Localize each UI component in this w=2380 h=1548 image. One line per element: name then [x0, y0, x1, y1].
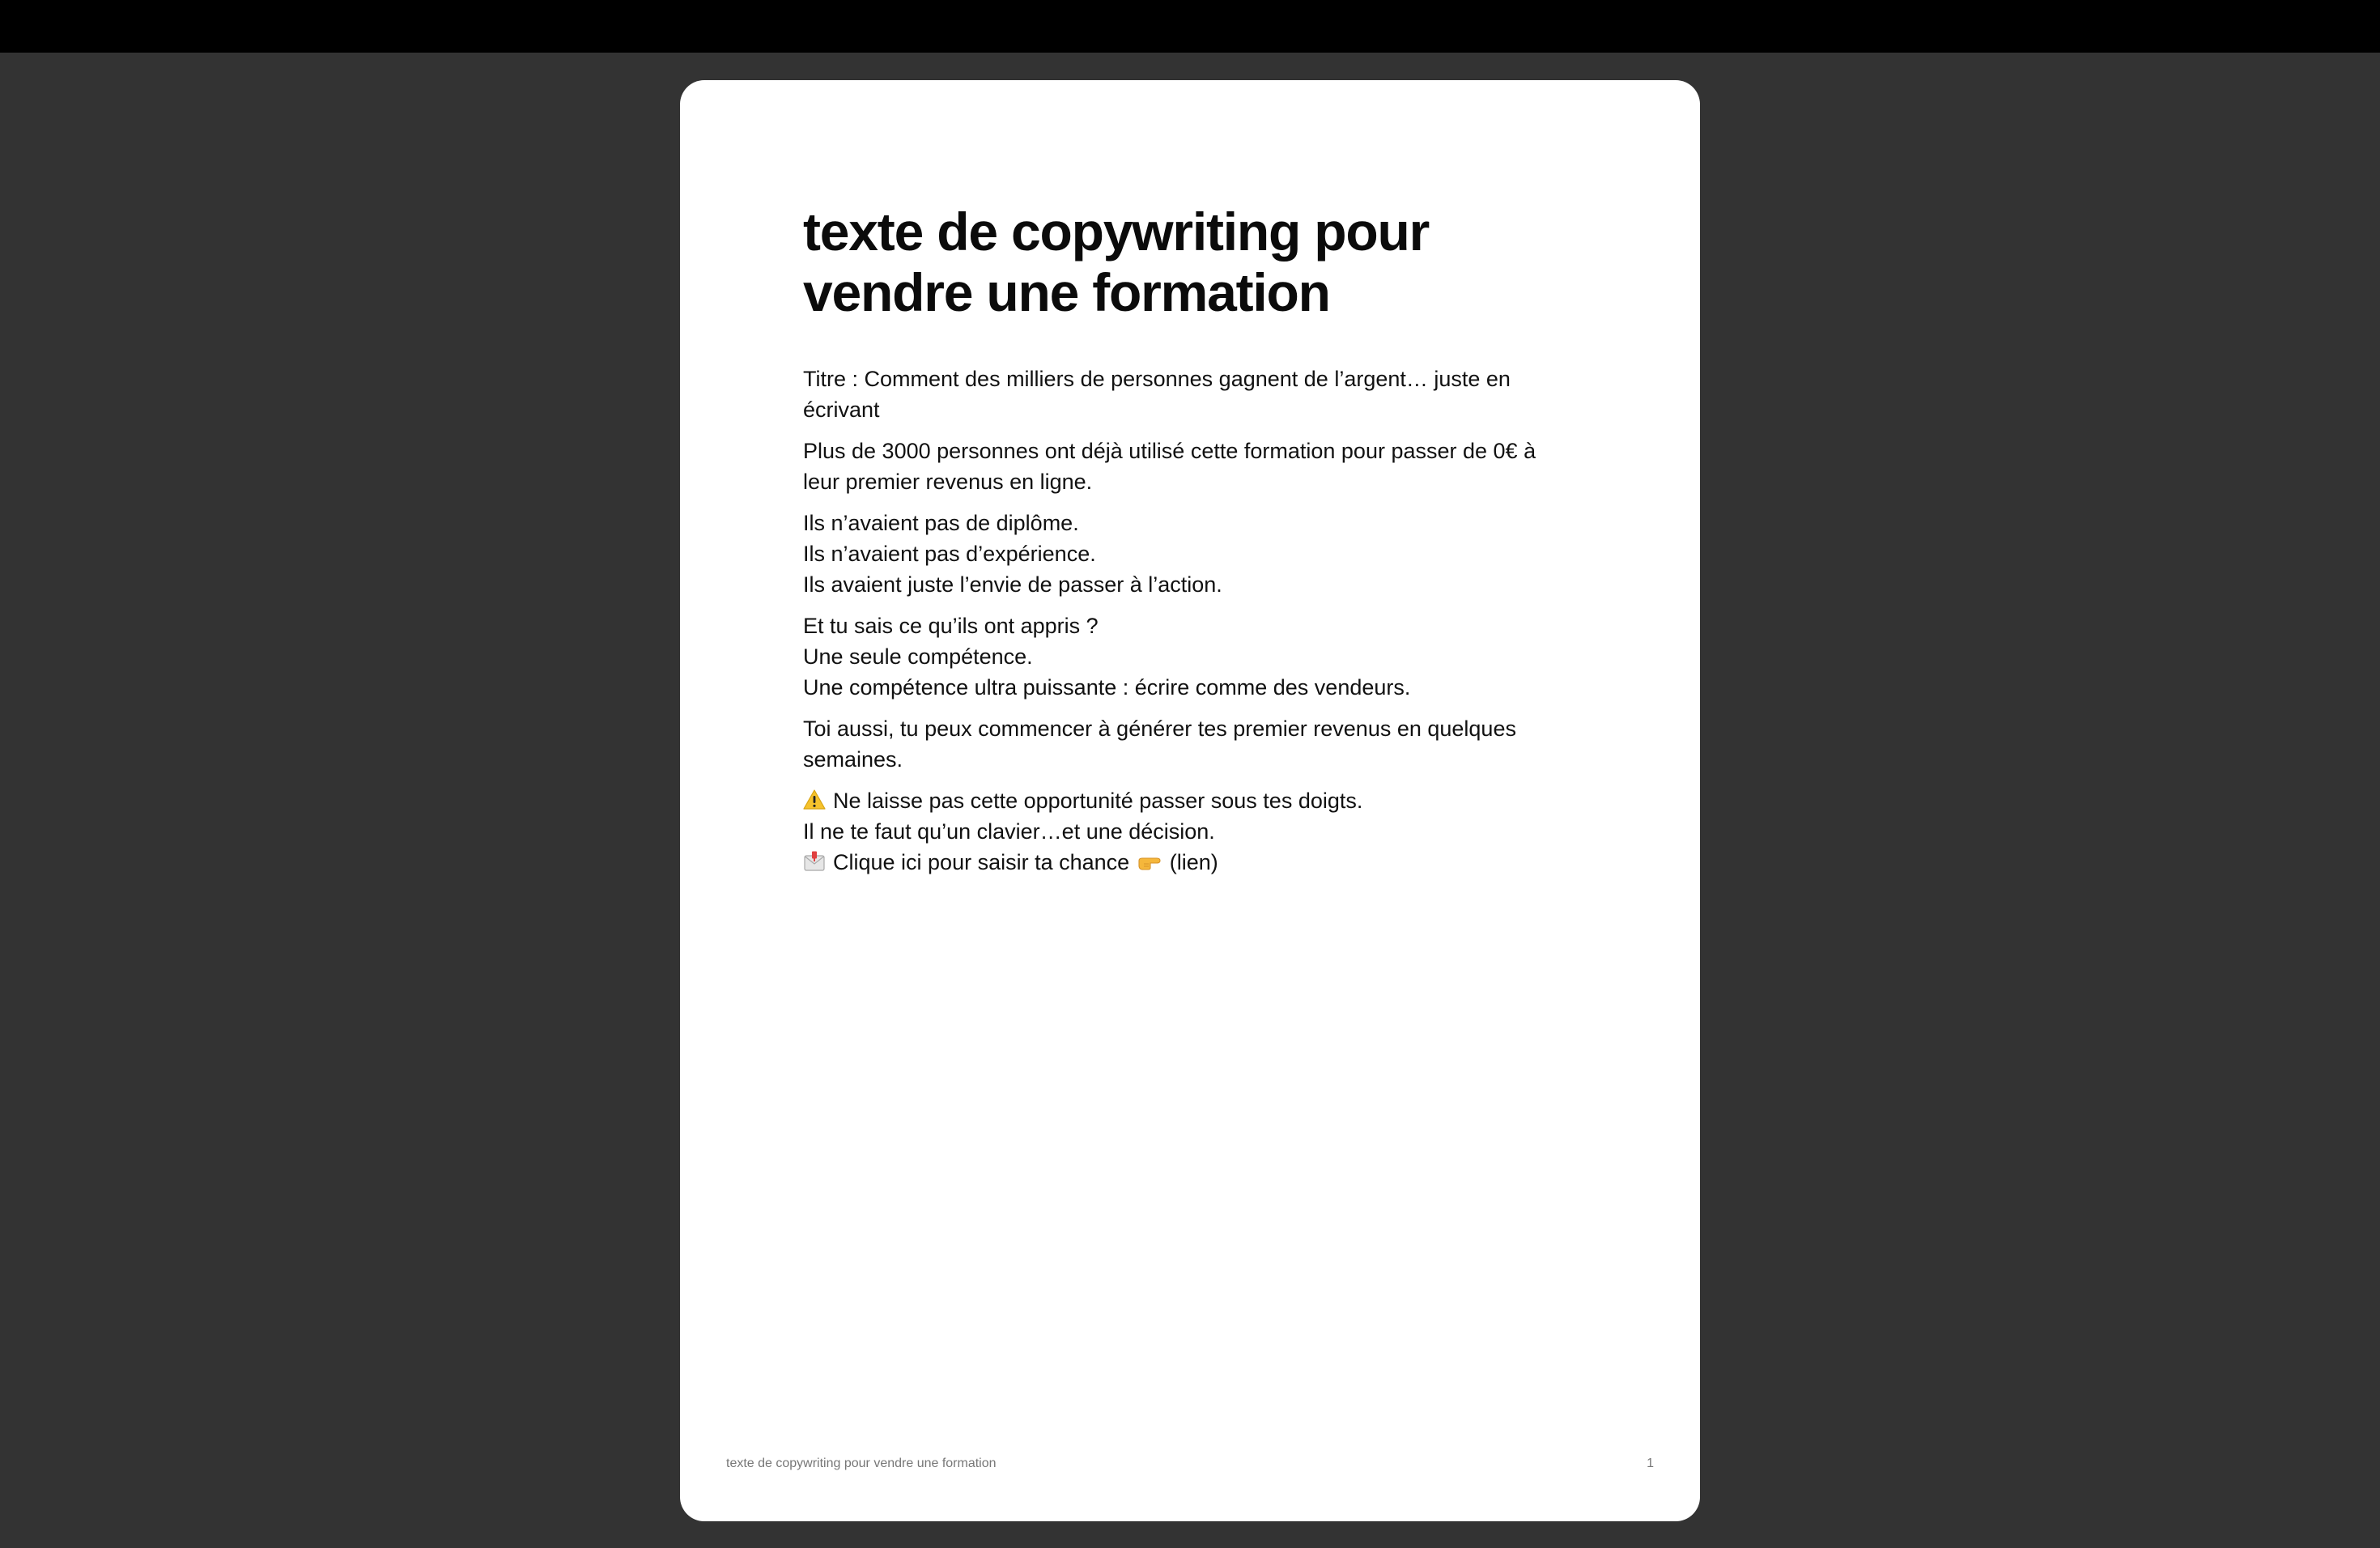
top-bar: [0, 0, 2380, 53]
paragraph-4: [803, 610, 1564, 703]
page-footer: [726, 1457, 1654, 1476]
warning-text: Ne laisse pas cette opportunité passer sous tes doigts.: [833, 789, 1363, 813]
cta-link[interactable]: (lien): [1169, 850, 1218, 874]
paragraph-line: Et tu sais ce qu’ils ont appris ?: [803, 614, 1099, 638]
paragraph-line: Ils n’avaient pas d’expérience.: [803, 542, 1096, 566]
document-title: texte de copywriting pour vendre une formation: [803, 202, 1430, 322]
paragraph-line: Ils n’avaient pas de diplôme.: [803, 511, 1079, 535]
document-body: [803, 364, 1564, 878]
cta-line: [803, 847, 1564, 878]
paragraph-line: Une compétence ultra puissante : écrire comme des vendeurs.: [803, 675, 1411, 700]
paragraph-line: Plus de 3000 personnes ont déjà utilisé cette formation pour passer de 0€ à leur premier revenus en ligne.: [803, 439, 1536, 494]
paragraph-line: Titre : Comment des milliers de personnes gagnent de l’argent… juste en écrivant: [803, 367, 1511, 422]
paragraph-5: [803, 713, 1564, 775]
paragraph-1: [803, 364, 1564, 425]
footer-title: texte de copywriting pour vendre une formation: [726, 1457, 997, 1470]
page-content: [803, 202, 1564, 888]
paragraph-line: Une seule compétence.: [803, 644, 1033, 669]
call-to-action: [803, 785, 1564, 878]
pointing-hand-icon: [1137, 853, 1163, 871]
cta-text: Clique ici pour saisir ta chance: [833, 850, 1130, 874]
decision-text: Il ne te faut qu’un clavier…et une décision.: [803, 819, 1215, 844]
paragraph-3: [803, 508, 1564, 600]
paragraph-line: Toi aussi, tu peux commencer à générer tes premier revenus en quelques semaines.: [803, 717, 1516, 772]
document-page: [680, 80, 1700, 1521]
warning-line: [803, 785, 1564, 816]
paragraph-2: [803, 436, 1564, 497]
warning-icon: [803, 789, 826, 811]
envelope-icon: [803, 850, 826, 873]
page-number: 1: [1647, 1457, 1654, 1470]
paragraph-line: Ils avaient juste l’envie de passer à l’action.: [803, 572, 1222, 597]
